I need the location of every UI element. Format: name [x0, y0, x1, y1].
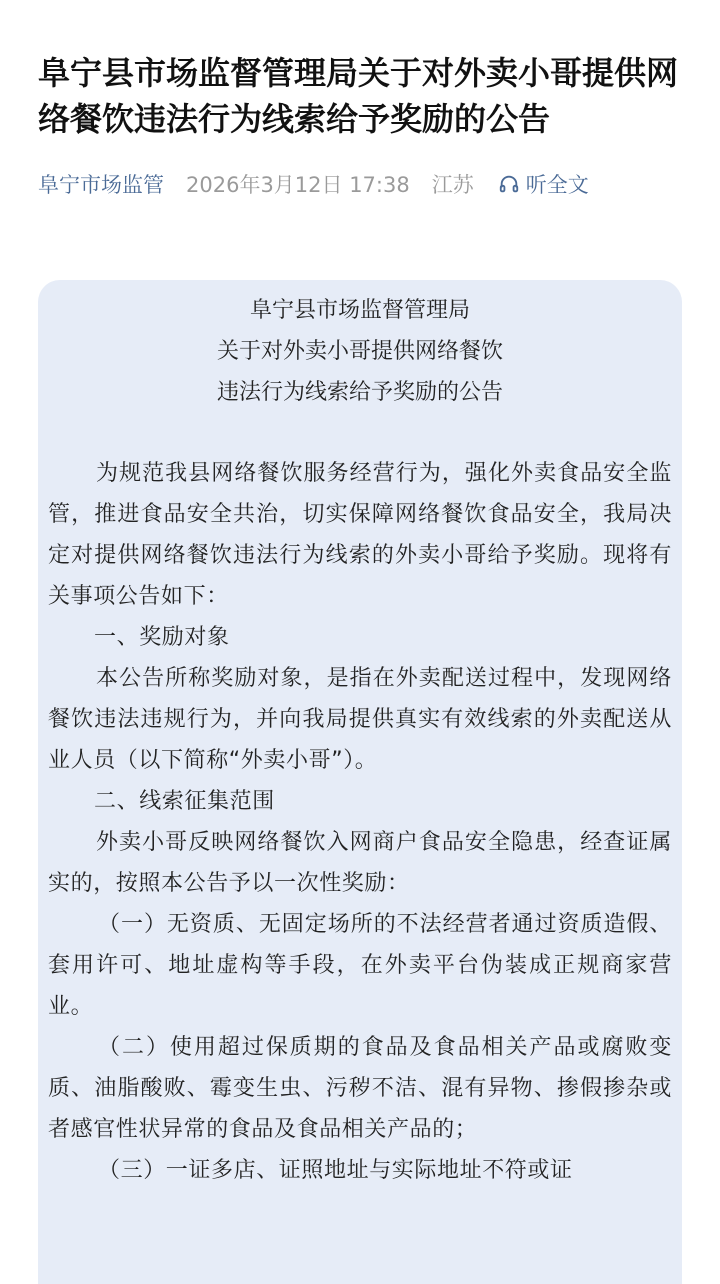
article-title: 阜宁县市场监督管理局关于对外卖小哥提供网络餐饮违法行为线索给予奖励的公告	[38, 54, 679, 138]
section-paragraph: 外卖小哥反映网络餐饮入网商户食品安全隐患，经查证属实的，按照本公告予以一次性奖励：	[48, 830, 672, 896]
source-link[interactable]: 阜宁市场监管	[38, 173, 164, 197]
region-label: 江苏	[431, 173, 474, 197]
intro-paragraph: 为规范我县网络餐饮服务经营行为，强化外卖食品安全监管，推进食品安全共治，切实保障网络餐饮食品安全，我局决定对提供网络餐饮违法行为线索的外卖小哥给予奖励。现将有关事项公告如下：	[48, 461, 672, 609]
notice-card	[38, 280, 682, 1284]
listen-label: 听全文	[525, 173, 589, 197]
section-paragraph: 本公告所称奖励对象，是指在外卖配送过程中，发现网络餐饮违法违规行为，并向我局提供真实有效线索的外卖配送从业人员（以下简称“外卖小哥”）。	[48, 666, 672, 773]
headphones-icon	[498, 173, 520, 195]
list-item: （一）无资质、无固定场所的不法经营者通过资质造假、套用许可、地址虚构等手段，在外卖平台伪装成正规商家营业。	[48, 912, 672, 1019]
notice-heading-line: 违法行为线索给予奖励的公告	[216, 380, 503, 405]
publish-datetime: 2026年3月12日 17:38	[186, 173, 410, 197]
list-item: （三）一证多店、证照地址与实际地址不符或证	[98, 1158, 573, 1183]
notice-body	[38, 453, 682, 1191]
section-title: 一、奖励对象	[94, 625, 230, 650]
section-title: 二、线索征集范围	[94, 789, 275, 814]
list-item: （二）使用超过保质期的食品及食品相关产品或腐败变质、油脂酸败、霉变生虫、污秽不洁、混有异物、掺假掺杂或者感官性状异常的食品及食品相关产品的；	[48, 1035, 672, 1142]
notice-heading	[38, 290, 682, 413]
listen-full-text-button[interactable]	[498, 169, 589, 199]
article-meta	[38, 168, 589, 200]
notice-heading-line: 阜宁县市场监督管理局	[249, 298, 470, 323]
notice-heading-line: 关于对外卖小哥提供网络餐饮	[216, 339, 503, 364]
